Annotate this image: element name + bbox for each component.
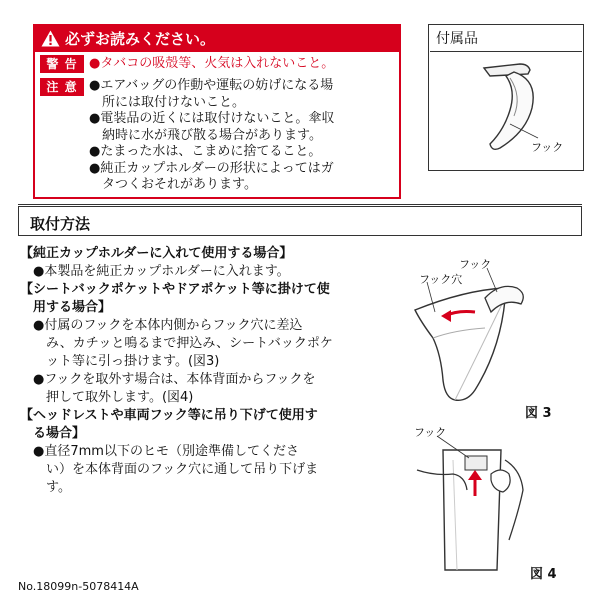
caution-badge: 注 意 xyxy=(40,78,84,96)
caution-line: 納時に水が飛び散る場合があります。 xyxy=(89,127,322,143)
warning-title: 必ずお読みください。 xyxy=(65,30,216,48)
instruction-line: ●本製品を純正カップホルダーに入れます。 xyxy=(20,264,290,279)
part-number: No.18099n-5078414A xyxy=(18,580,139,593)
figure4-illustration xyxy=(405,430,545,580)
section-header xyxy=(18,206,582,236)
instruction-line: 【ヘッドレストや車両フック等に吊り下げて使用す xyxy=(20,408,318,423)
figure4-label: 図 4 xyxy=(530,567,557,582)
warning-badge: 警 告 xyxy=(40,55,84,73)
caution-line: 所には取付けないこと。 xyxy=(89,94,246,110)
caution-line: ●たまった水は、こまめに捨てること。 xyxy=(89,144,322,159)
instruction-line: 用する場合】 xyxy=(20,300,112,315)
caution-line: ●電装品の近くには取付けないこと。傘収 xyxy=(89,111,335,126)
warning-header xyxy=(35,26,399,52)
instructions xyxy=(20,245,333,497)
accessory-hook-label: フック xyxy=(531,141,564,154)
accessory-title: 付属品 xyxy=(436,31,478,47)
warning-triangle-icon xyxy=(41,30,60,47)
figure3-hole-label: フック穴 xyxy=(419,273,463,286)
instruction-line: ●フックを取外す場合は、本体背面からフックを xyxy=(20,372,316,387)
section-divider xyxy=(18,204,582,205)
instruction-line: い）を本体背面のフック穴に通して吊り下げま xyxy=(20,462,319,477)
figure3-hook-label: フック xyxy=(459,258,492,271)
caution-line: ●エアバッグの作動や運転の妨げになる場 xyxy=(89,78,334,93)
instruction-line: 【シートバックポケットやドアポケット等に掛けて使 xyxy=(20,282,330,297)
instruction-line: 押して取外します。(図4) xyxy=(20,390,194,405)
instruction-line: ●直径7mm以下のヒモ（別途準備してくださ xyxy=(20,444,299,459)
instruction-line: 【純正カップホルダーに入れて使用する場合】 xyxy=(20,246,293,261)
warning-text: ●タバコの吸殻等、火気は入れないこと。 xyxy=(89,56,335,71)
accessory-divider xyxy=(430,51,582,52)
instruction-line: み、カチッと鳴るまで押込み、シートバックポケ xyxy=(20,336,333,351)
instruction-line: る場合】 xyxy=(20,426,86,441)
instruction-line: ット等に引っ掛けます。(図3) xyxy=(20,354,220,369)
instruction-line: ●付属のフックを本体内側からフック穴に差込 xyxy=(20,318,303,333)
figure4-hook-label: フック xyxy=(414,426,447,439)
section-title: 取付方法 xyxy=(30,215,91,233)
caution-list xyxy=(89,78,334,194)
figure3-label: 図 3 xyxy=(525,406,552,421)
caution-line: ●純正カップホルダーの形状によってはガ xyxy=(89,160,334,176)
instruction-line: す。 xyxy=(20,480,71,495)
caution-line: タつくおそれがあります。 xyxy=(89,177,257,192)
